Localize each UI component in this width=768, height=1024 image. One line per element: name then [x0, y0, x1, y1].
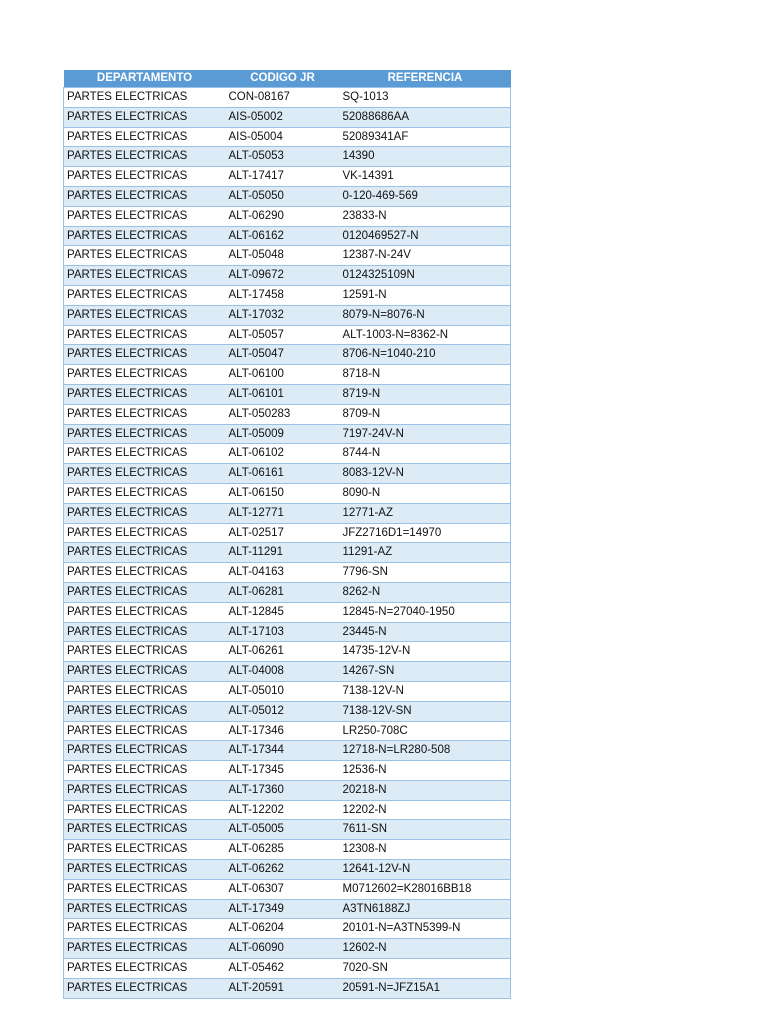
cell-referencia: 23445-N	[340, 622, 511, 642]
cell-referencia: 20101-N=A3TN5399-N	[340, 919, 511, 939]
cell-referencia: 8083-12V-N	[340, 464, 511, 484]
cell-referencia: 8718-N	[340, 365, 511, 385]
cell-referencia: 8262-N	[340, 582, 511, 602]
cell-departamento: PARTES ELECTRICAS	[64, 741, 226, 761]
cell-codigo-jr: ALT-05462	[226, 959, 340, 979]
table-row	[64, 919, 511, 939]
cell-codigo-jr: ALT-17103	[226, 622, 340, 642]
table-row	[64, 642, 511, 662]
header-row	[64, 70, 511, 88]
table-row	[64, 147, 511, 167]
table-body	[64, 88, 511, 999]
cell-referencia: A3TN6188ZJ	[340, 899, 511, 919]
cell-codigo-jr: ALT-12845	[226, 602, 340, 622]
cell-departamento: PARTES ELECTRICAS	[64, 919, 226, 939]
cell-departamento: PARTES ELECTRICAS	[64, 701, 226, 721]
cell-referencia: 14390	[340, 147, 511, 167]
cell-codigo-jr: ALT-20591	[226, 978, 340, 998]
cell-referencia: 7611-SN	[340, 820, 511, 840]
cell-departamento: PARTES ELECTRICAS	[64, 503, 226, 523]
cell-departamento: PARTES ELECTRICAS	[64, 800, 226, 820]
cell-referencia: 52089341AF	[340, 127, 511, 147]
table-row	[64, 246, 511, 266]
cell-referencia: 7138-12V-N	[340, 681, 511, 701]
table-row	[64, 780, 511, 800]
cell-departamento: PARTES ELECTRICAS	[64, 939, 226, 959]
cell-codigo-jr: ALT-17417	[226, 167, 340, 187]
cell-codigo-jr: ALT-05047	[226, 345, 340, 365]
cell-referencia: 12771-AZ	[340, 503, 511, 523]
cell-codigo-jr: ALT-05053	[226, 147, 340, 167]
cell-referencia: 8719-N	[340, 384, 511, 404]
table-row	[64, 483, 511, 503]
cell-codigo-jr: ALT-06100	[226, 365, 340, 385]
table-row	[64, 622, 511, 642]
cell-codigo-jr: ALT-17032	[226, 305, 340, 325]
cell-referencia: 7796-SN	[340, 563, 511, 583]
table-row	[64, 206, 511, 226]
cell-codigo-jr: ALT-050283	[226, 404, 340, 424]
cell-codigo-jr: ALT-05012	[226, 701, 340, 721]
cell-departamento: PARTES ELECTRICAS	[64, 820, 226, 840]
cell-referencia: 12591-N	[340, 285, 511, 305]
cell-codigo-jr: ALT-17349	[226, 899, 340, 919]
table-row	[64, 582, 511, 602]
cell-departamento: PARTES ELECTRICAS	[64, 582, 226, 602]
cell-departamento: PARTES ELECTRICAS	[64, 206, 226, 226]
cell-departamento: PARTES ELECTRICAS	[64, 325, 226, 345]
cell-referencia: VK-14391	[340, 167, 511, 187]
cell-referencia: 8090-N	[340, 483, 511, 503]
cell-referencia: 8709-N	[340, 404, 511, 424]
cell-codigo-jr: ALT-02517	[226, 523, 340, 543]
cell-departamento: PARTES ELECTRICAS	[64, 424, 226, 444]
table-row	[64, 899, 511, 919]
cell-departamento: PARTES ELECTRICAS	[64, 879, 226, 899]
cell-departamento: PARTES ELECTRICAS	[64, 127, 226, 147]
spreadsheet-table-container	[63, 70, 510, 999]
cell-codigo-jr: ALT-05010	[226, 681, 340, 701]
cell-codigo-jr: ALT-05057	[226, 325, 340, 345]
table-row	[64, 305, 511, 325]
cell-codigo-jr: ALT-17346	[226, 721, 340, 741]
header-departamento: DEPARTAMENTO	[64, 70, 226, 88]
cell-referencia: 14735-12V-N	[340, 642, 511, 662]
table-row	[64, 266, 511, 286]
cell-codigo-jr: ALT-06150	[226, 483, 340, 503]
cell-referencia: 8744-N	[340, 444, 511, 464]
cell-departamento: PARTES ELECTRICAS	[64, 365, 226, 385]
cell-codigo-jr: ALT-11291	[226, 543, 340, 563]
cell-referencia: 0-120-469-569	[340, 186, 511, 206]
table-row	[64, 978, 511, 998]
table-row	[64, 800, 511, 820]
cell-departamento: PARTES ELECTRICAS	[64, 622, 226, 642]
table-row	[64, 840, 511, 860]
table-row	[64, 325, 511, 345]
cell-referencia: 52088686AA	[340, 107, 511, 127]
cell-departamento: PARTES ELECTRICAS	[64, 285, 226, 305]
cell-codigo-jr: ALT-06281	[226, 582, 340, 602]
table-row	[64, 543, 511, 563]
cell-codigo-jr: ALT-06261	[226, 642, 340, 662]
cell-departamento: PARTES ELECTRICAS	[64, 959, 226, 979]
cell-codigo-jr: AIS-05002	[226, 107, 340, 127]
cell-referencia: 12202-N	[340, 800, 511, 820]
cell-departamento: PARTES ELECTRICAS	[64, 444, 226, 464]
cell-departamento: PARTES ELECTRICAS	[64, 226, 226, 246]
cell-referencia: SQ-1013	[340, 88, 511, 108]
cell-referencia: JFZ2716D1=14970	[340, 523, 511, 543]
cell-departamento: PARTES ELECTRICAS	[64, 761, 226, 781]
header-codigo-jr: CODIGO JR	[226, 70, 340, 88]
table-row	[64, 464, 511, 484]
cell-referencia: 23833-N	[340, 206, 511, 226]
cell-referencia: ALT-1003-N=8362-N	[340, 325, 511, 345]
cell-referencia: 12308-N	[340, 840, 511, 860]
table-row	[64, 444, 511, 464]
cell-codigo-jr: ALT-06161	[226, 464, 340, 484]
table-row	[64, 127, 511, 147]
cell-referencia: 14267-SN	[340, 662, 511, 682]
cell-referencia: 12845-N=27040-1950	[340, 602, 511, 622]
table-row	[64, 721, 511, 741]
table-row	[64, 523, 511, 543]
cell-referencia: 8706-N=1040-210	[340, 345, 511, 365]
cell-referencia: 7197-24V-N	[340, 424, 511, 444]
cell-codigo-jr: ALT-06162	[226, 226, 340, 246]
cell-departamento: PARTES ELECTRICAS	[64, 780, 226, 800]
table-row	[64, 226, 511, 246]
table-row	[64, 167, 511, 187]
table-row	[64, 365, 511, 385]
cell-referencia: M0712602=K28016BB18	[340, 879, 511, 899]
table-row	[64, 404, 511, 424]
table-row	[64, 741, 511, 761]
cell-departamento: PARTES ELECTRICAS	[64, 543, 226, 563]
cell-codigo-jr: ALT-05005	[226, 820, 340, 840]
cell-departamento: PARTES ELECTRICAS	[64, 483, 226, 503]
cell-departamento: PARTES ELECTRICAS	[64, 464, 226, 484]
table-row	[64, 88, 511, 108]
cell-codigo-jr: ALT-12771	[226, 503, 340, 523]
cell-departamento: PARTES ELECTRICAS	[64, 167, 226, 187]
table-row	[64, 761, 511, 781]
table-row	[64, 503, 511, 523]
table-row	[64, 701, 511, 721]
table-row	[64, 424, 511, 444]
table-row	[64, 563, 511, 583]
cell-codigo-jr: ALT-04163	[226, 563, 340, 583]
cell-referencia: 0120469527-N	[340, 226, 511, 246]
cell-referencia: 7138-12V-SN	[340, 701, 511, 721]
cell-departamento: PARTES ELECTRICAS	[64, 978, 226, 998]
cell-codigo-jr: ALT-17344	[226, 741, 340, 761]
table-row	[64, 285, 511, 305]
cell-departamento: PARTES ELECTRICAS	[64, 384, 226, 404]
cell-codigo-jr: ALT-06101	[226, 384, 340, 404]
table-row	[64, 384, 511, 404]
cell-codigo-jr: ALT-17345	[226, 761, 340, 781]
cell-referencia: 12602-N	[340, 939, 511, 959]
cell-referencia: 12641-12V-N	[340, 860, 511, 880]
cell-codigo-jr: ALT-04008	[226, 662, 340, 682]
cell-codigo-jr: ALT-06204	[226, 919, 340, 939]
cell-referencia: 12387-N-24V	[340, 246, 511, 266]
cell-departamento: PARTES ELECTRICAS	[64, 721, 226, 741]
cell-codigo-jr: AIS-05004	[226, 127, 340, 147]
cell-departamento: PARTES ELECTRICAS	[64, 246, 226, 266]
cell-referencia: 8079-N=8076-N	[340, 305, 511, 325]
cell-referencia: 20218-N	[340, 780, 511, 800]
table-header	[64, 70, 511, 88]
table-row	[64, 681, 511, 701]
cell-departamento: PARTES ELECTRICAS	[64, 305, 226, 325]
table-row	[64, 602, 511, 622]
cell-departamento: PARTES ELECTRICAS	[64, 840, 226, 860]
cell-codigo-jr: ALT-12202	[226, 800, 340, 820]
table-row	[64, 186, 511, 206]
cell-departamento: PARTES ELECTRICAS	[64, 602, 226, 622]
table-row	[64, 345, 511, 365]
cell-departamento: PARTES ELECTRICAS	[64, 899, 226, 919]
cell-departamento: PARTES ELECTRICAS	[64, 563, 226, 583]
cell-referencia: 12718-N=LR280-508	[340, 741, 511, 761]
table-row	[64, 107, 511, 127]
cell-departamento: PARTES ELECTRICAS	[64, 345, 226, 365]
table-row	[64, 662, 511, 682]
cell-codigo-jr: ALT-06090	[226, 939, 340, 959]
cell-referencia: 0124325109N	[340, 266, 511, 286]
table-row	[64, 959, 511, 979]
cell-referencia: 7020-SN	[340, 959, 511, 979]
cell-codigo-jr: ALT-06262	[226, 860, 340, 880]
cell-codigo-jr: ALT-05050	[226, 186, 340, 206]
cell-departamento: PARTES ELECTRICAS	[64, 523, 226, 543]
cell-referencia: 12536-N	[340, 761, 511, 781]
cell-departamento: PARTES ELECTRICAS	[64, 107, 226, 127]
table-row	[64, 879, 511, 899]
cell-departamento: PARTES ELECTRICAS	[64, 662, 226, 682]
cell-departamento: PARTES ELECTRICAS	[64, 186, 226, 206]
table-row	[64, 820, 511, 840]
cell-codigo-jr: ALT-17360	[226, 780, 340, 800]
cell-departamento: PARTES ELECTRICAS	[64, 681, 226, 701]
cell-departamento: PARTES ELECTRICAS	[64, 642, 226, 662]
cell-departamento: PARTES ELECTRICAS	[64, 860, 226, 880]
cell-referencia: 20591-N=JFZ15A1	[340, 978, 511, 998]
cell-codigo-jr: ALT-09672	[226, 266, 340, 286]
cell-codigo-jr: ALT-17458	[226, 285, 340, 305]
table-row	[64, 860, 511, 880]
cell-referencia: LR250-708C	[340, 721, 511, 741]
table-row	[64, 939, 511, 959]
cell-codigo-jr: CON-08167	[226, 88, 340, 108]
cell-departamento: PARTES ELECTRICAS	[64, 147, 226, 167]
cell-codigo-jr: ALT-06102	[226, 444, 340, 464]
cell-codigo-jr: ALT-05009	[226, 424, 340, 444]
cell-codigo-jr: ALT-05048	[226, 246, 340, 266]
cell-departamento: PARTES ELECTRICAS	[64, 88, 226, 108]
header-referencia: REFERENCIA	[340, 70, 511, 88]
parts-table	[63, 70, 511, 999]
cell-codigo-jr: ALT-06285	[226, 840, 340, 860]
cell-codigo-jr: ALT-06290	[226, 206, 340, 226]
cell-departamento: PARTES ELECTRICAS	[64, 266, 226, 286]
cell-referencia: 11291-AZ	[340, 543, 511, 563]
cell-departamento: PARTES ELECTRICAS	[64, 404, 226, 424]
cell-codigo-jr: ALT-06307	[226, 879, 340, 899]
